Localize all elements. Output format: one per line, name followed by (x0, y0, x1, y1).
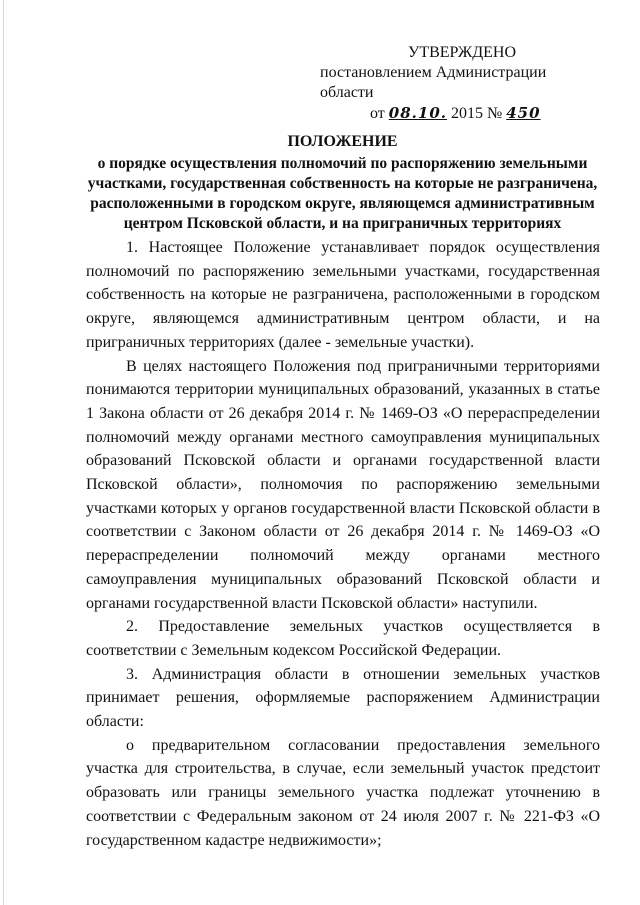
approval-date-line (370, 103, 600, 124)
approval-year: 2015 № (450, 105, 503, 122)
paragraph-1: 1. Настоящее Положение устанавливает порядок осуществления полномочий по распоряжению земельными участками, государственная собственность на которые не разграничена, расположенными в городском округе, являющемся административным центром области, и на приграничных территориях (далее - земельные участки). (86, 239, 600, 351)
handwritten-number: 450 (506, 104, 541, 122)
paragraph-4: 3. Администрация области в отношении земельных участков принимает решения, оформляемые распоряжением Администрации области: (86, 665, 600, 731)
handwritten-date: 08.10. (388, 104, 447, 122)
scan-edge-line (3, 0, 4, 905)
approved-by-line: постановлением Администрации области (320, 64, 547, 101)
document-subtitle: о порядке осуществления полномочий по распоряжению земельными участками, государственная собственность на которые не разграничена, расположенными в городском округе, являющемся административным центром Псковской области, и на приграничных территориях (87, 155, 598, 232)
paragraph-3: 2. Предоставление земельных участков осуществляется в соответствии с Земельным кодексом Российской Федерации. (86, 618, 600, 659)
document-title-block (85, 132, 600, 234)
document-body (86, 236, 600, 852)
approved-label: УТВЕРЖДЕНО (408, 44, 517, 61)
approval-stamp-block (320, 43, 600, 124)
paragraph-5: о предварительном согласовании предоставления земельного участка для строительства, в случае, если земельный участок предстоит образовать или границы земельного участка подлежат уточнению в соответствии с Федеральным законом от 24 июля 2007 г. № 221-ФЗ «О государственном кадастре недвижимости»; (86, 736, 600, 849)
paragraph-2: В целях настоящего Положения под приграничными территориями понимаются территории муниципальных образований, указанных в статье 1 Закона области от 26 декабря 2014 г. № 1469-ОЗ «О перераспределении полномочий между органами местного самоуправления муниципальных образований Псковской области и органами государственной власти Псковской области», полномочия по распоряжению земельными участками которых у органов государственной власти Псковской области в соответствии с Законом области от 26 декабря 2014 г. № 1469-ОЗ «О перераспределении полномочий между органами местного самоуправления муниципальных образований Псковской области и органами государственной власти Псковской области» наступили. (86, 357, 600, 612)
document-heading: ПОЛОЖЕНИЕ (287, 133, 398, 150)
date-prefix: от (370, 105, 385, 122)
